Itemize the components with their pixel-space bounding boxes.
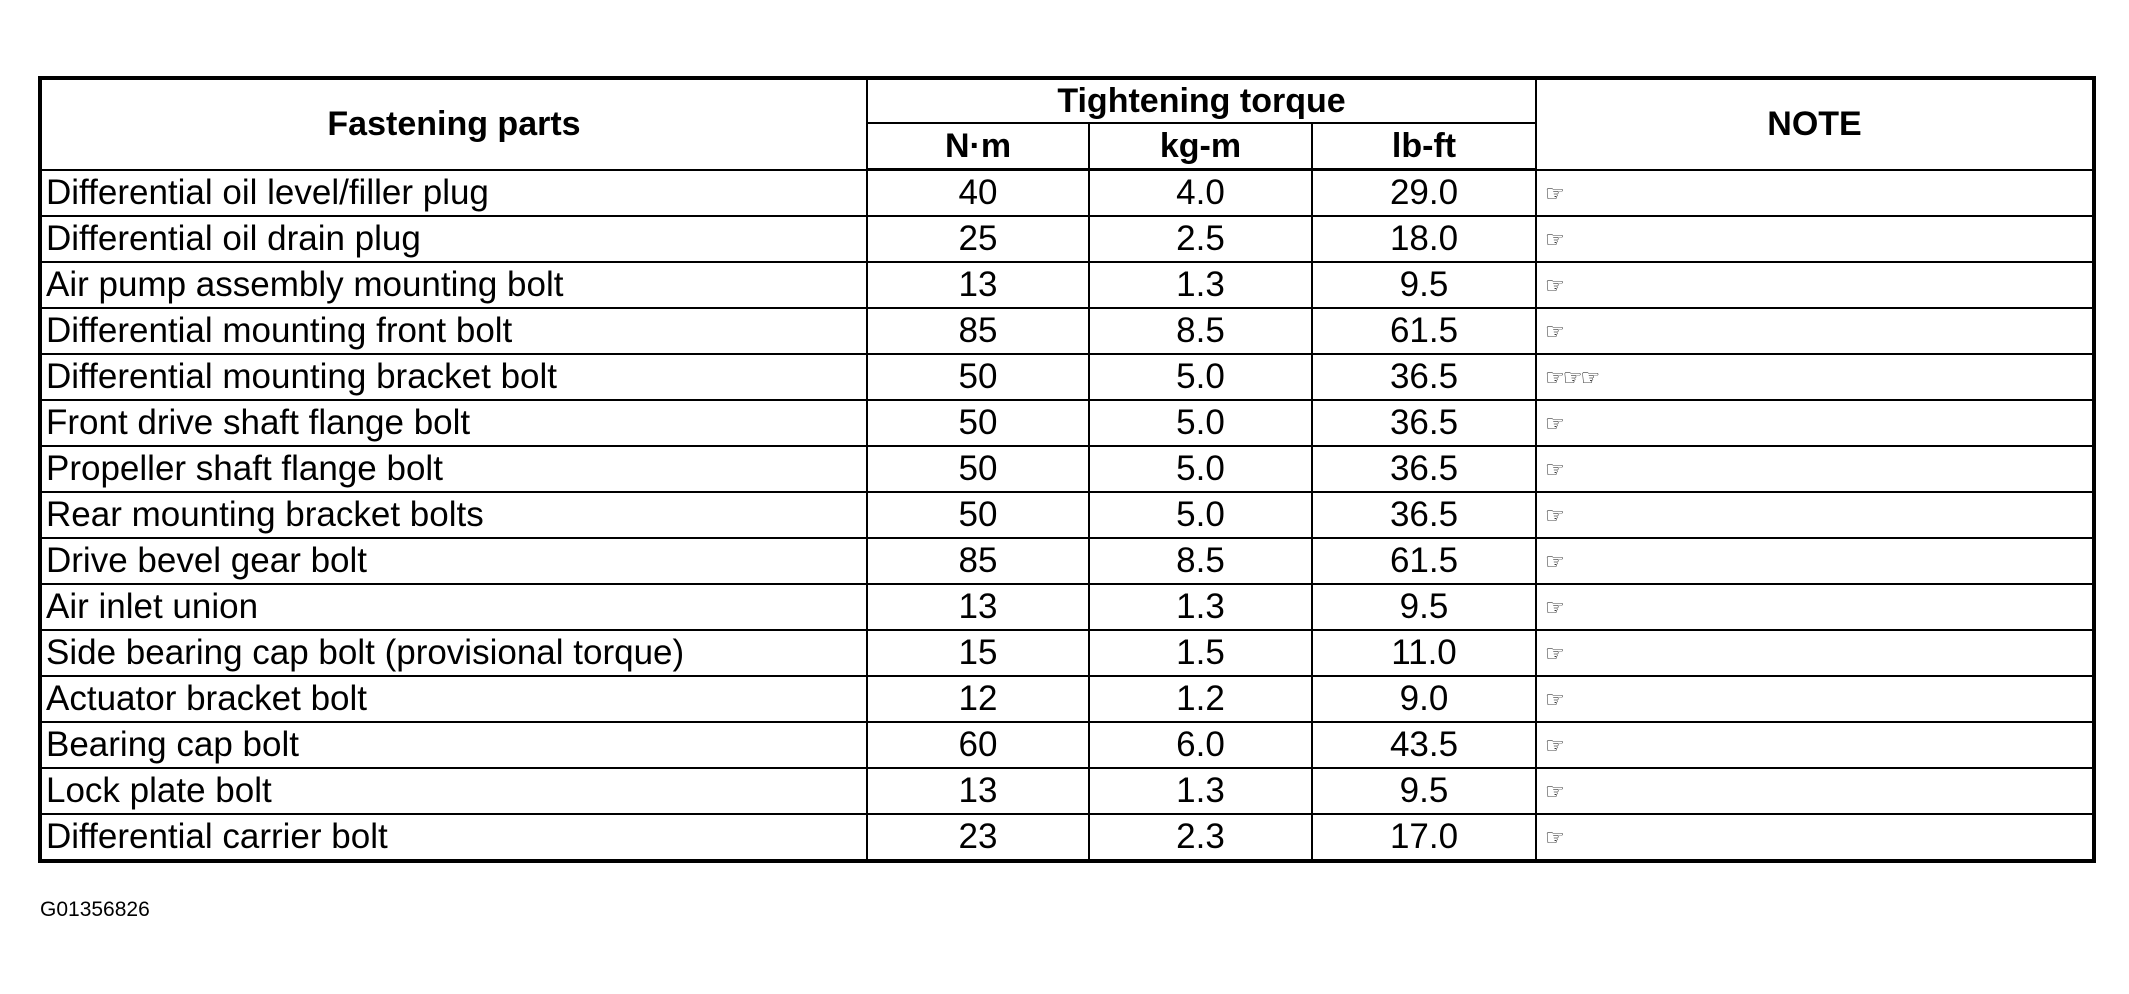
note-cell	[1536, 170, 2094, 217]
torque-nm-cell: 12	[867, 676, 1089, 722]
note-cell	[1536, 538, 2094, 584]
torque-nm-cell: 13	[867, 584, 1089, 630]
torque-kgm-cell: 2.3	[1089, 814, 1312, 861]
note-cell	[1536, 354, 2094, 400]
table-row	[40, 170, 2094, 217]
note-cell	[1536, 676, 2094, 722]
pointing-hand-icon[interactable]: ☞	[1545, 687, 1563, 713]
table-row	[40, 446, 2094, 492]
note-cell	[1536, 584, 2094, 630]
note-cell	[1536, 722, 2094, 768]
torque-kgm-cell: 8.5	[1089, 308, 1312, 354]
torque-lbft-cell: 9.5	[1312, 262, 1536, 308]
torque-lbft-cell: 18.0	[1312, 216, 1536, 262]
unit-header-lbft: lb-ft	[1312, 123, 1536, 170]
table-row	[40, 722, 2094, 768]
torque-kgm-cell: 5.0	[1089, 354, 1312, 400]
torque-kgm-cell: 1.3	[1089, 584, 1312, 630]
table-row	[40, 584, 2094, 630]
unit-header-nm: N·m	[867, 123, 1089, 170]
pointing-hand-icon[interactable]: ☞	[1545, 365, 1563, 391]
fastening-part-cell: Bearing cap bolt	[40, 722, 867, 768]
torque-kgm-cell: 1.2	[1089, 676, 1312, 722]
pointing-hand-icon[interactable]: ☞	[1545, 825, 1563, 851]
torque-lbft-cell: 61.5	[1312, 308, 1536, 354]
fastening-part-cell: Front drive shaft flange bolt	[40, 400, 867, 446]
torque-nm-cell: 85	[867, 538, 1089, 584]
torque-nm-cell: 13	[867, 262, 1089, 308]
torque-lbft-cell: 11.0	[1312, 630, 1536, 676]
note-cell	[1536, 446, 2094, 492]
note-cell	[1536, 400, 2094, 446]
fastening-part-cell: Differential mounting front bolt	[40, 308, 867, 354]
torque-lbft-cell: 61.5	[1312, 538, 1536, 584]
torque-kgm-cell: 1.3	[1089, 768, 1312, 814]
torque-kgm-cell: 1.5	[1089, 630, 1312, 676]
note-cell	[1536, 308, 2094, 354]
torque-nm-cell: 50	[867, 354, 1089, 400]
note-cell	[1536, 262, 2094, 308]
torque-lbft-cell: 29.0	[1312, 170, 1536, 217]
torque-kgm-cell: 6.0	[1089, 722, 1312, 768]
pointing-hand-icon[interactable]: ☞	[1562, 365, 1581, 391]
fastening-part-cell: Differential carrier bolt	[40, 814, 867, 861]
fastening-part-cell: Differential mounting bracket bolt	[40, 354, 867, 400]
pointing-hand-icon[interactable]: ☞	[1545, 641, 1563, 667]
torque-nm-cell: 40	[867, 170, 1089, 217]
pointing-hand-icon[interactable]: ☞	[1545, 180, 1563, 206]
table-row	[40, 400, 2094, 446]
table-row	[40, 768, 2094, 814]
pointing-hand-icon[interactable]: ☞	[1545, 319, 1563, 345]
pointing-hand-icon[interactable]: ☞	[1545, 273, 1563, 299]
note-cell	[1536, 492, 2094, 538]
table-header	[40, 78, 2094, 170]
torque-nm-cell: 13	[867, 768, 1089, 814]
torque-spec-table	[38, 76, 2096, 863]
fastening-part-cell: Actuator bracket bolt	[40, 676, 867, 722]
torque-lbft-cell: 9.0	[1312, 676, 1536, 722]
table-body	[40, 170, 2094, 862]
table-row	[40, 354, 2094, 400]
torque-nm-cell: 15	[867, 630, 1089, 676]
note-cell	[1536, 814, 2094, 861]
table-row	[40, 216, 2094, 262]
torque-nm-cell: 23	[867, 814, 1089, 861]
fastening-part-cell: Side bearing cap bolt (provisional torque)	[40, 630, 867, 676]
note-cell	[1536, 630, 2094, 676]
table-row	[40, 630, 2094, 676]
table-row	[40, 492, 2094, 538]
pointing-hand-icon[interactable]: ☞	[1545, 779, 1563, 805]
pointing-hand-icon[interactable]: ☞	[1545, 549, 1563, 575]
torque-nm-cell: 60	[867, 722, 1089, 768]
torque-kgm-cell: 4.0	[1089, 170, 1312, 217]
pointing-hand-icon[interactable]: ☞	[1545, 411, 1563, 437]
torque-nm-cell: 50	[867, 400, 1089, 446]
fastening-part-cell: Rear mounting bracket bolts	[40, 492, 867, 538]
torque-lbft-cell: 36.5	[1312, 446, 1536, 492]
fastening-part-cell: Differential oil drain plug	[40, 216, 867, 262]
table-row	[40, 676, 2094, 722]
tightening-torque-header: Tightening torque	[867, 78, 1536, 123]
torque-kgm-cell: 5.0	[1089, 400, 1312, 446]
torque-kgm-cell: 2.5	[1089, 216, 1312, 262]
note-cell	[1536, 216, 2094, 262]
pointing-hand-icon[interactable]: ☞	[1545, 457, 1563, 483]
table-row	[40, 814, 2094, 861]
fastening-part-cell: Air pump assembly mounting bolt	[40, 262, 867, 308]
table-row	[40, 262, 2094, 308]
pointing-hand-icon[interactable]: ☞	[1545, 733, 1563, 759]
note-cell	[1536, 768, 2094, 814]
torque-nm-cell: 25	[867, 216, 1089, 262]
torque-lbft-cell: 36.5	[1312, 354, 1536, 400]
header-row-top	[40, 78, 2094, 123]
torque-kgm-cell: 8.5	[1089, 538, 1312, 584]
pointing-hand-icon[interactable]: ☞	[1545, 503, 1563, 529]
torque-nm-cell: 50	[867, 446, 1089, 492]
fastening-part-cell: Differential oil level/filler plug	[40, 170, 867, 217]
note-header: NOTE	[1536, 78, 2094, 170]
fastening-part-cell: Drive bevel gear bolt	[40, 538, 867, 584]
table-row	[40, 538, 2094, 584]
pointing-hand-icon[interactable]: ☞	[1580, 365, 1599, 391]
table-row	[40, 308, 2094, 354]
torque-lbft-cell: 36.5	[1312, 492, 1536, 538]
figure-id: G01356826	[40, 898, 150, 921]
torque-kgm-cell: 1.3	[1089, 262, 1312, 308]
torque-lbft-cell: 36.5	[1312, 400, 1536, 446]
torque-kgm-cell: 5.0	[1089, 446, 1312, 492]
pointing-hand-icon[interactable]: ☞	[1545, 227, 1563, 253]
torque-lbft-cell: 9.5	[1312, 584, 1536, 630]
torque-lbft-cell: 17.0	[1312, 814, 1536, 861]
torque-nm-cell: 85	[867, 308, 1089, 354]
fastening-part-cell: Air inlet union	[40, 584, 867, 630]
torque-lbft-cell: 43.5	[1312, 722, 1536, 768]
unit-header-kgm: kg-m	[1089, 123, 1312, 170]
fastening-part-cell: Lock plate bolt	[40, 768, 867, 814]
torque-lbft-cell: 9.5	[1312, 768, 1536, 814]
pointing-hand-icon[interactable]: ☞	[1545, 595, 1563, 621]
fastening-part-cell: Propeller shaft flange bolt	[40, 446, 867, 492]
fastening-parts-header: Fastening parts	[40, 78, 867, 170]
torque-kgm-cell: 5.0	[1089, 492, 1312, 538]
torque-nm-cell: 50	[867, 492, 1089, 538]
